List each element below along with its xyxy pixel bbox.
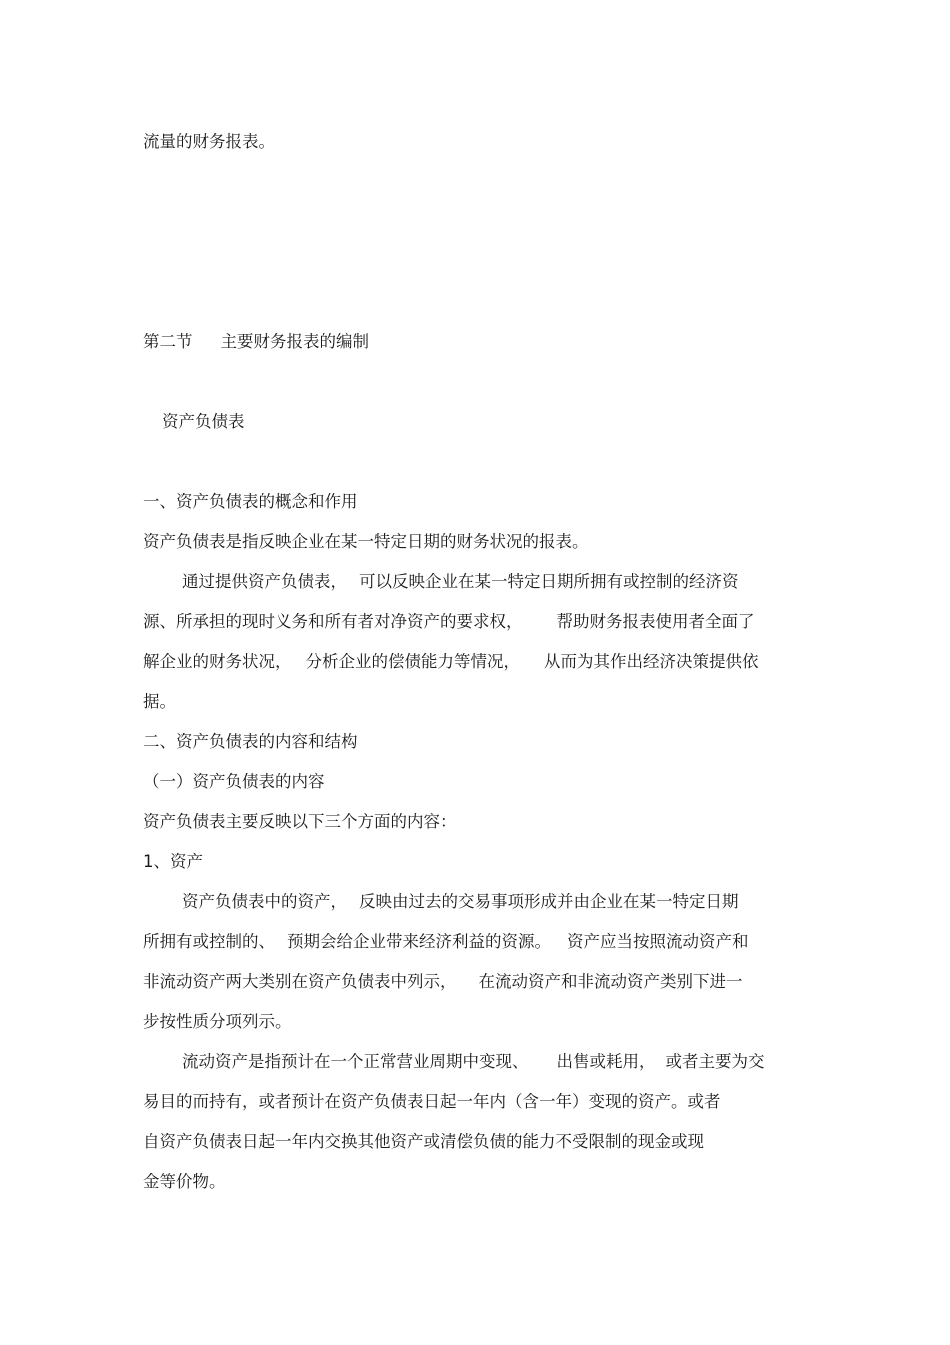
heading-1: 一、资产负债表的概念和作用 <box>143 492 358 511</box>
paragraph-line: 据。 <box>143 692 176 711</box>
definition-text: 资产负债表是指反映企业在某一特定日期的财务状况的报表。 <box>143 532 589 551</box>
paragraph-line: 源、所承担的现时义务和所有者对净资产的要求权， 帮助财务报表使用者全面了 <box>143 612 755 631</box>
paragraph-line: 所拥有或控制的、 预期会给企业带来经济利益的资源。 资产应当按照流动资产和 <box>143 932 749 951</box>
paragraph-line: 资产负债表中的资产， 反映由过去的交易事项形成并由企业在某一特定日期 <box>182 892 739 911</box>
paragraph-line: 流动资产是指预计在一个正常营业周期中变现、 出售或耗用， 或者主要为交 <box>182 1052 765 1071</box>
paragraph-line: 易目的而持有，或者预计在资产负债表日起一年内（含一年）变现的资产。或者 <box>143 1092 721 1111</box>
subsection-title: 资产负债表 <box>162 412 245 431</box>
section-number: 第二节 <box>143 332 193 351</box>
paragraph-line: 解企业的财务状况， 分析企业的偿债能力等情况， 从而为其作出经济决策提供依 <box>143 652 759 671</box>
list-item-heading: 1、资产 <box>143 852 203 871</box>
paragraph-line: 自资产负债表日起一年内交换其他资产或清偿负债的能力不受限制的现金或现 <box>143 1132 704 1151</box>
paragraph-line: 非流动资产两大类别在资产负债表中列示， 在流动资产和非流动资产类别下进一 <box>143 972 743 991</box>
heading-2: 二、资产负债表的内容和结构 <box>143 732 358 751</box>
paragraph-line: 通过提供资产负债表， 可以反映企业在某一特定日期所拥有或控制的经济资 <box>182 572 739 591</box>
section-heading <box>143 331 369 353</box>
heading-3: （一）资产负债表的内容 <box>143 772 325 791</box>
paragraph-line: 步按性质分项列示。 <box>143 1012 292 1031</box>
paragraph-line: 金等价物。 <box>143 1172 226 1191</box>
paragraph-line: 资产负债表主要反映以下三个方面的内容： <box>143 812 457 831</box>
paragraph-continuation: 流量的财务报表。 <box>143 132 275 151</box>
section-title: 主要财务报表的编制 <box>220 332 369 351</box>
